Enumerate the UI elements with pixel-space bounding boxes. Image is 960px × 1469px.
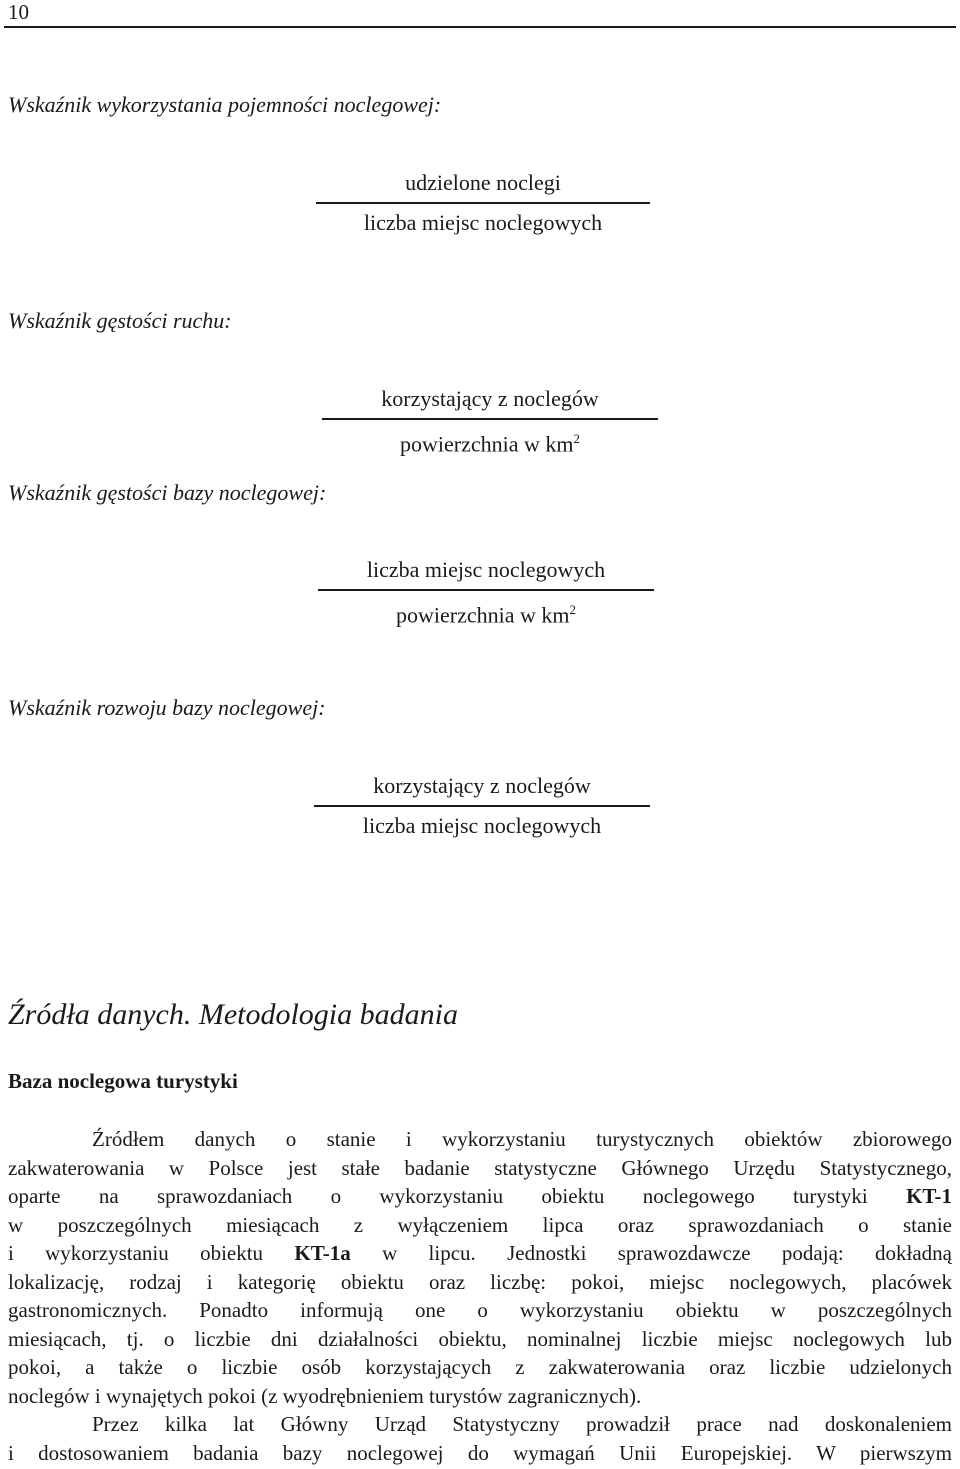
section-title: Źródła danych. Metodologia badania xyxy=(8,998,458,1031)
subsection-title: Baza noclegowa turystyki xyxy=(8,1069,238,1093)
paragraph-line: pokoi, a także o liczbie osób korzystających z zakwaterowania oraz liczbie udzielonych xyxy=(8,1355,952,1379)
paragraph-line: gastronomicznych. Ponadto informują one o wykorzystaniu obiektu w poszczególnych xyxy=(8,1298,952,1322)
paragraph-data-sources xyxy=(8,1125,952,1410)
indicator-label-utilization: Wskaźnik wykorzystania pojemności noclegowej: xyxy=(8,92,442,117)
paragraph-line: oparte na sprawozdaniach o wykorzystaniu obiektu noclegowego turystyki KT-1 xyxy=(8,1184,952,1208)
paragraph-line: miesiącach, tj. o liczbie dni działalności obiektu, nominalnej liczbie miejsc noclegowych lub xyxy=(8,1326,952,1351)
header-rule xyxy=(4,26,956,28)
indicator-label-base-development: Wskaźnik rozwoju bazy noclegowej: xyxy=(8,695,326,720)
fraction-traffic-density xyxy=(322,386,658,457)
fraction-bar xyxy=(316,202,650,204)
fraction-base-development xyxy=(314,773,650,839)
fraction-numerator: korzystający z noclegów xyxy=(373,773,591,798)
fraction-utilization xyxy=(316,170,650,236)
fraction-denominator: powierzchnia w $km^2$ xyxy=(400,431,580,457)
page-number: 10 xyxy=(8,0,29,24)
paragraph-line: lokalizację, rodzaj i kategorię obiektu oraz liczbę: pokoi, miejsc noclegowych, placówek xyxy=(8,1269,952,1294)
fraction-bar xyxy=(322,418,658,420)
superscript: 2 xyxy=(569,602,576,617)
paragraph-line: noclegów i wynajętych pokoi (z wyodrębnieniem turystów zagranicznych). xyxy=(8,1383,642,1408)
fraction-denominator: liczba miejsc noclegowych xyxy=(363,210,603,235)
form-code-kt1: KT-1 xyxy=(906,1184,952,1208)
fraction-denominator: powierzchnia w $km^2$ xyxy=(396,602,576,628)
fraction-numerator: liczba miejsc noclegowych xyxy=(366,557,606,582)
paragraph-line: Przez kilka lat Główny Urząd Statystyczny prowadził prace nad doskonaleniem xyxy=(92,1412,952,1436)
fraction-base-density xyxy=(318,557,654,628)
superscript: 2 xyxy=(573,431,580,446)
paragraph-line: w poszczególnych miesiącach z wyłączeniem lipca oraz sprawozdaniach o stanie xyxy=(8,1212,952,1237)
indicator-label-traffic-density: Wskaźnik gęstości ruchu: xyxy=(8,308,232,333)
paragraph-line: i dostosowaniem badania bazy noclegowej do wymagań Unii Europejskiej. W pierwszym xyxy=(8,1440,952,1465)
fraction-denominator: liczba miejsc noclegowych xyxy=(362,813,602,838)
indicator-label-base-density: Wskaźnik gęstości bazy noclegowej: xyxy=(8,480,327,505)
paragraph-gus-work xyxy=(8,1410,952,1467)
fraction-numerator: korzystający z noclegów xyxy=(381,386,599,411)
fraction-bar xyxy=(318,589,654,591)
fraction-bar xyxy=(314,805,650,807)
paragraph-line: Źródłem danych o stanie i wykorzystaniu turystycznych obiektów zbiorowego xyxy=(92,1127,952,1151)
form-code-kt1a: KT-1a xyxy=(294,1241,351,1265)
paragraph-line: i wykorzystaniu obiektu KT-1a w lipcu. Jednostki sprawozdawcze podają: dokładną xyxy=(8,1241,952,1265)
fraction-numerator: udzielone noclegi xyxy=(405,170,561,195)
paragraph-line: zakwaterowania w Polsce jest stałe badanie statystyczne Głównego Urzędu Statystycznego, xyxy=(8,1155,952,1180)
